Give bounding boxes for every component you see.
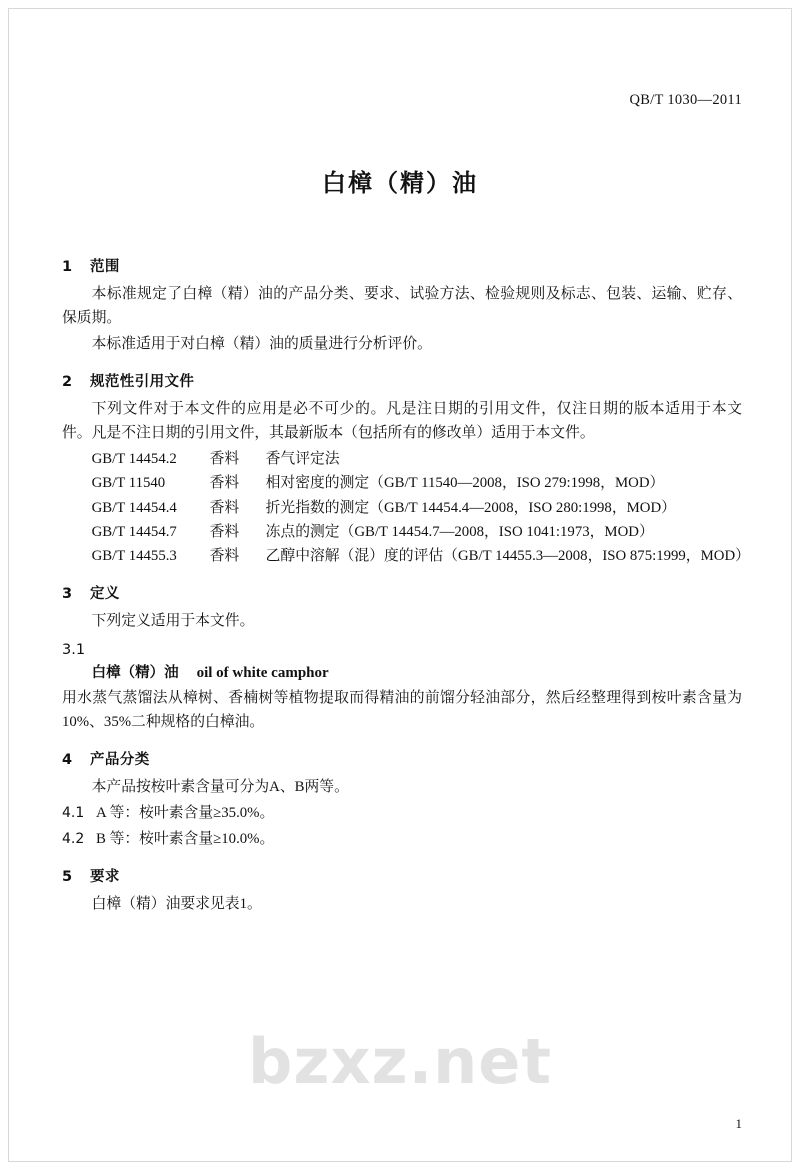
reference-text: 香气评定法	[265, 450, 340, 467]
section-2-paragraph-1: 下列文件对于本文件的应用是必不可少的。凡是注日期的引用文件，仅注日期的版本适用于本文件。凡是不注日期的引用文件，其最新版本（包括所有的修改单）适用于本文件。	[62, 400, 742, 441]
reference-text: 冻点的测定（GB/T 14454.7—2008，ISO 1041:1973，MOD）	[265, 523, 654, 540]
section-number-1: 1	[62, 259, 73, 275]
reference-code: GB/T 14454.7	[91, 523, 177, 540]
section-heading-4	[62, 748, 742, 769]
section-number-3: 3	[62, 585, 73, 602]
reference-item	[62, 472, 742, 495]
reference-text: 乙醇中溶解（混）度的评估（GB/T 14455.3—2008，ISO 875:1999，MOD）	[265, 548, 750, 565]
section-number-4: 4	[62, 752, 73, 769]
term-description: 用水蒸气蒸馏法从樟树、香楠树等植物提取而得精油的前馏分轻油部分，然后经整理得到桉叶素含量为10%、35%二种规格的白樟油。	[62, 690, 742, 731]
reference-kind: 香料	[209, 548, 240, 565]
classification-item-label: 4.1	[62, 805, 85, 822]
section-heading-5	[62, 865, 742, 886]
section-number-2: 2	[62, 373, 73, 390]
reference-kind: 香料	[209, 499, 240, 516]
reference-kind: 香料	[209, 523, 240, 540]
term-definition-line	[62, 661, 742, 686]
reference-kind: 香料	[209, 450, 240, 467]
section-1-paragraph-1: 本标准规定了白樟（精）油的产品分类、要求、试验方法、检验规则及标志、包装、运输、贮存、保质期。	[62, 286, 742, 326]
section-number-5: 5	[62, 868, 73, 885]
term-english: oil of white camphor	[196, 664, 329, 681]
page-number: 1	[735, 1116, 742, 1131]
reference-item	[62, 545, 750, 568]
section-heading-1	[62, 255, 742, 276]
section-5-paragraph-1: 白樟（精）油要求见表1。	[91, 895, 262, 912]
reference-code: GB/T 14454.4	[91, 499, 177, 516]
classification-item	[62, 828, 742, 852]
reference-code: GB/T 14455.3	[91, 548, 177, 565]
reference-text: 相对密度的测定（GB/T 11540—2008，ISO 279:1998，MOD）	[265, 475, 665, 492]
section-4-paragraph-1: 本产品按桉叶素含量可分为A、B两等。	[91, 779, 349, 796]
section-title-1: 范围	[90, 259, 120, 275]
reference-kind: 香料	[209, 475, 240, 492]
reference-item	[62, 497, 742, 520]
classification-item-text: A 等：桉叶素含量≥35.0%。	[96, 805, 275, 822]
classification-item-label: 4.2	[62, 830, 85, 847]
document-body	[62, 255, 750, 919]
section-title-2: 规范性引用文件	[90, 373, 195, 390]
page-title: 白樟（精）油	[322, 169, 478, 197]
standard-code-header: QB/T 1030—2011	[629, 92, 742, 108]
section-heading-3	[62, 582, 742, 603]
subsection-number-3-1: 3.1	[62, 641, 86, 658]
reference-item	[62, 448, 742, 471]
term-chinese: 白樟（精）油	[91, 664, 179, 681]
classification-item-text: B 等：桉叶素含量≥10.0%。	[96, 830, 275, 847]
section-3-paragraph-1: 下列定义适用于本文件。	[91, 612, 255, 629]
section-heading-2	[62, 370, 742, 391]
section-title-4: 产品分类	[90, 752, 150, 769]
section-1-paragraph-2: 本标准适用于对白樟（精）油的质量进行分析评价。	[91, 335, 432, 352]
section-title-3: 定义	[90, 585, 120, 602]
section-title-5: 要求	[90, 868, 120, 885]
reference-text: 折光指数的测定（GB/T 14454.4—2008，ISO 280:1998，MOD）	[265, 499, 676, 516]
classification-item	[62, 802, 742, 826]
reference-code: GB/T 14454.2	[91, 450, 177, 467]
reference-code: GB/T 11540	[91, 475, 166, 492]
watermark: bzxz.net	[248, 1025, 552, 1098]
reference-item	[62, 521, 742, 544]
